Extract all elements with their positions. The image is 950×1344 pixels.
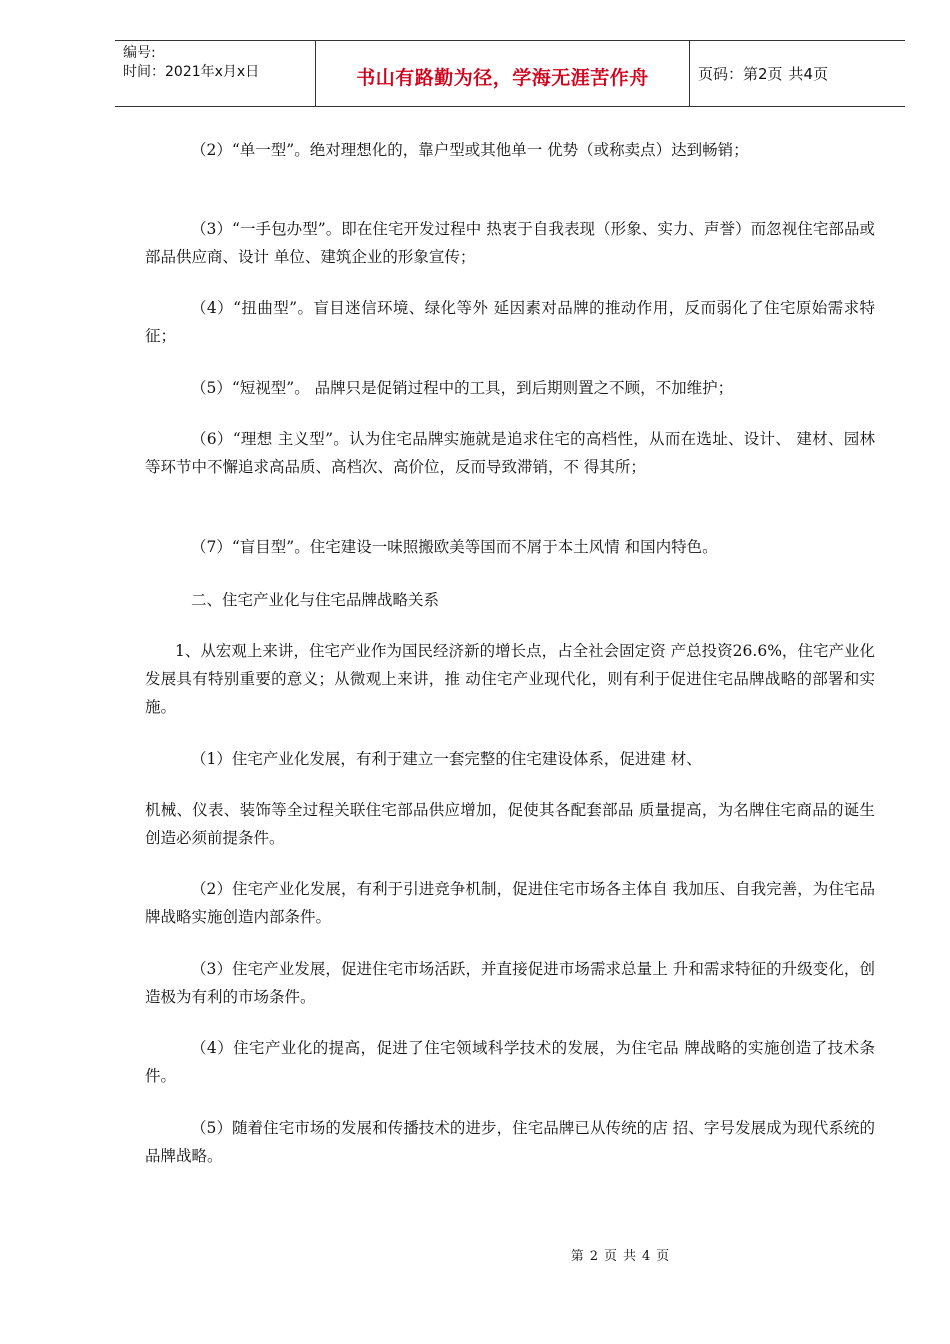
paragraph-11: （3）住宅产业发展，促进住宅市场活跃，并直接促进市场需求总量上 升和需求特征的升级变化，创造极为有利的市场条件。 [145, 960, 875, 1006]
paragraph-1: （2）“单一型”。绝对理想化的，靠户型或其他单一 优势（或称卖点）达到畅销； [191, 141, 749, 159]
header-meta-cell [115, 41, 316, 106]
paragraph-7: 1、从宏观上来讲，住宅产业作为国民经济新的增长点，占全社会固定资 产总投资26.6%，住宅产业化发展具有特别重要的意义；从微观上来讲，推 动住宅产业现代化，则有利于促进住宅品牌战略的部署和实施。 [145, 642, 875, 716]
paragraph-9: 机械、仪表、装饰等全过程关联住宅部品供应增加，促使其各配套部品 质量提高，为名牌住宅商品的诞生创造必须前提条件。 [145, 801, 875, 847]
paragraph-2: （3）“一手包办型”。即在住宅开发过程中 热衷于自我表现（形象、实力、声誉）而忽视住宅部品或部品供应商、设计 单位、建筑企业的形象宣传； [145, 220, 875, 266]
footer-page-number: 2 [589, 1249, 598, 1264]
paragraph-13: （5）随着住宅市场的发展和传播技术的进步，住宅品牌已从传统的店 招、字号发展成为现代系统的品牌战略。 [145, 1119, 875, 1165]
paragraph-4: （5）“短视型”。 品牌只是促销过程中的工具，到后期则置之不顾，不加维护； [191, 379, 734, 397]
header-motto: 书山有路勤为径，学海无涯苦作舟 [356, 67, 649, 89]
page-number-label: 页码：第2页 [698, 65, 783, 83]
footer-page-prefix: 第 [570, 1249, 584, 1264]
header-page-cell [690, 41, 905, 106]
paragraph-3: （4）“扭曲型”。盲目迷信环境、绿化等外 延因素对品牌的推动作用，反而弱化了住宅原始需求特征； [145, 299, 875, 345]
time-label: 时间：2021年x月x日 [123, 64, 260, 80]
serial-label: 编号: [123, 45, 156, 61]
paragraph-6: （7）“盲目型”。住宅建设一味照搬欧美等国而不屑于本土风情 和国内特色。 [191, 538, 718, 556]
page-header [115, 40, 905, 107]
paragraph-8: （1）住宅产业化发展，有利于建立一套完整的住宅建设体系，促进建 材、 [191, 750, 702, 768]
page-total-label: 共4页 [788, 65, 829, 83]
paragraph-5: （6）“理想 主义型”。认为住宅品牌实施就是追求住宅的高档性，从而在选址、设计、 建材、园林等环节中不懈追求高品质、高档次、高价位，反而导致滞销，不 得其所； [145, 430, 875, 476]
page-footer [0, 1245, 950, 1264]
paragraph-12: （4）住宅产业化的提高，促进了住宅领域科学技术的发展，为住宅品 牌战略的实施创造了技术条件。 [145, 1039, 875, 1085]
footer-page-mid: 页 [603, 1249, 617, 1264]
footer-total-prefix: 共 [623, 1249, 637, 1264]
footer-total-suffix: 页 [656, 1249, 670, 1264]
paragraph-10: （2）住宅产业化发展，有利于引进竞争机制，促进住宅市场各主体自 我加压、自我完善，为住宅品牌战略实施创造内部条件。 [145, 880, 875, 926]
header-motto-cell [316, 41, 690, 106]
footer-total-number: 4 [642, 1249, 651, 1264]
section-heading: 二、住宅产业化与住宅品牌战略关系 [191, 591, 440, 609]
